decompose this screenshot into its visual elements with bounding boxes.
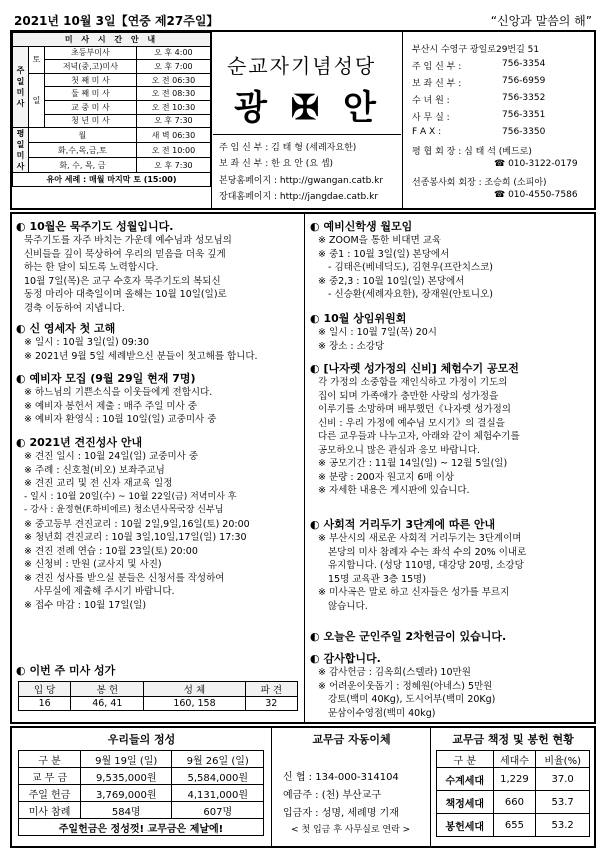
body-text: ※ 청년회 견진교리 : 10월 3일,10일,17일(일) 17:30 bbox=[24, 532, 247, 543]
mass-name: 청 년 미 사 bbox=[45, 114, 137, 128]
body-text: ※ 공모기간 : 11월 14일(일) ~ 12월 5일(일) bbox=[318, 458, 508, 469]
top-bar bbox=[10, 8, 596, 30]
body-text: ※ 중1 : 10월 3일(일) 본당에서 bbox=[318, 248, 450, 260]
table-cell: 책정세대 bbox=[437, 791, 494, 814]
table-cell: 주일 헌금 bbox=[19, 785, 81, 802]
body-text: ※ 미사곡은 말로 하고 신자들은 성가를 부르지 bbox=[318, 587, 510, 598]
table-header: 성 체 bbox=[144, 682, 245, 697]
body-text: 15명 교육관 3층 15명) bbox=[328, 573, 427, 585]
contact-label: F A X : bbox=[412, 127, 442, 137]
body-text: ※ 견진 성사를 받으실 분들은 신청서를 작성하여 bbox=[24, 572, 225, 584]
section-heading: ◐ 2021년 견진성사 안내 bbox=[16, 434, 302, 450]
body-text: ※ 견진 전례 연습 : 10월 23일(토) 20:00 bbox=[24, 545, 198, 557]
section-heading: ◐ 예비자 모집 (9월 29일 현재 7명) bbox=[16, 370, 302, 386]
mass-name: 월 bbox=[29, 128, 137, 143]
table-cell: 5,584,000원 bbox=[172, 768, 264, 785]
box-title: 교무금 책정 및 봉헌 현황 bbox=[452, 733, 574, 746]
mass-schedule bbox=[12, 32, 212, 208]
parish-name: 광 ✠ 안 bbox=[234, 88, 382, 128]
mass-name: 둘 째 미 사 bbox=[45, 87, 137, 101]
body-text: 묵주기도를 자주 바치는 가운데 예수님과 성모님의 bbox=[24, 235, 232, 246]
thanks-section bbox=[310, 650, 592, 720]
council-phone: ☎ 010-3122-0179 bbox=[494, 159, 578, 169]
header bbox=[10, 30, 596, 210]
table-cell: 수계세대 bbox=[437, 768, 494, 791]
rosary-month-section bbox=[16, 218, 302, 315]
table-cell: 655 bbox=[493, 814, 536, 837]
body-text: 않습니다. bbox=[328, 600, 368, 612]
church-name: 순교자기념성당 bbox=[227, 54, 377, 78]
hymns-section bbox=[16, 662, 302, 711]
table-cell: 607명 bbox=[172, 802, 264, 819]
body-text: 10월 7일(목)은 교구 수호자 묵주기도의 복되신 bbox=[24, 275, 221, 287]
body-text: ※ 중고등부 견진교리 : 10월 2일,9일,16일(토) 20:00 bbox=[24, 518, 250, 530]
body-text: ※ 분량 : 200자 원고지 6매 이상 bbox=[318, 471, 455, 483]
funeral-service: 선종봉사회 회장 : 조승희 (소피아) bbox=[412, 178, 547, 188]
mass-time: 오 후 7:30 bbox=[136, 158, 210, 173]
body-text: 사무실에 제출해 주시기 바랍니다. bbox=[34, 586, 175, 597]
body-text: ※ 자세한 내용은 게시판에 있습니다. bbox=[318, 485, 470, 496]
fax-number: 756-3350 bbox=[502, 127, 546, 137]
first-confession-section bbox=[16, 320, 302, 363]
table-cell: 교 무 금 bbox=[19, 768, 81, 785]
mass-time: 오 전 10:30 bbox=[136, 100, 210, 114]
body-text: 다른 교우들과 나누고자, 아래와 같이 체험수기를 bbox=[318, 431, 520, 442]
table-header: 구 분 bbox=[19, 751, 81, 768]
body-text: ※ 일시 : 10월 7일(목) 20시 bbox=[318, 327, 437, 338]
pledge-status-box bbox=[432, 728, 594, 846]
table-header: 파 견 bbox=[245, 682, 297, 697]
section-heading: ◐ 감사합니다. bbox=[310, 650, 592, 666]
body-text: 공모하오니 많은 관심과 응모 바랍니다. bbox=[318, 444, 480, 456]
table-header: 구 분 bbox=[437, 751, 494, 768]
issue-date: 2021년 10월 3일【연중 제27주일】 bbox=[14, 14, 219, 28]
confirmation-section bbox=[16, 434, 302, 612]
pastor: 주 임 신 부 : 김 태 형 (세례자요한) bbox=[219, 143, 357, 153]
table-cell: 37.0 bbox=[536, 768, 590, 791]
table-cell: 32 bbox=[245, 697, 297, 711]
mass-time: 오 전 08:30 bbox=[136, 87, 210, 101]
table-header: 9월 26일 (일) bbox=[172, 751, 264, 768]
body-text: ※ 2021년 9월 5일 세례받으신 분들이 첫고해를 합니다. bbox=[24, 350, 258, 362]
committee-section bbox=[310, 310, 592, 353]
essay-contest-section bbox=[310, 360, 592, 498]
pledge-table bbox=[436, 750, 590, 837]
contact-label: 보 좌 신 부 : bbox=[412, 79, 462, 89]
church-title bbox=[213, 32, 403, 208]
mass-title: 미 사 시 간 안 내 bbox=[13, 33, 211, 47]
bottom-panel bbox=[10, 726, 596, 848]
auto-transfer-box bbox=[273, 728, 431, 846]
table-cell: 160, 158 bbox=[144, 697, 245, 711]
section-heading: ◐ 이번 주 미사 성가 bbox=[16, 662, 302, 678]
contact-label: 사 무 실 : bbox=[412, 113, 450, 123]
section-heading: ◐ 사회적 거리두기 3단계에 따른 안내 bbox=[310, 516, 592, 532]
section-heading: ◐ 예비신학생 월모임 bbox=[310, 218, 592, 234]
mass-time: 오 후 7:00 bbox=[136, 60, 210, 74]
table-cell: 3,769,000원 bbox=[80, 785, 172, 802]
sunday-label: 주일미사 bbox=[13, 46, 29, 128]
body-text: 동정 마리아 대축일이며 올해는 10월 10일(일)로 bbox=[24, 289, 227, 300]
divider bbox=[213, 134, 401, 135]
mass-time: 오 전 10:00 bbox=[136, 143, 210, 158]
body-text: ※ 주례 : 신호철(비오) 보좌주교님 bbox=[24, 464, 165, 476]
body-text: 각 가정의 소중함을 재인식하고 가정이 기도의 bbox=[318, 377, 508, 388]
table-header: 봉 헌 bbox=[71, 682, 144, 697]
military-sunday-section bbox=[310, 628, 592, 644]
mass-name: 화,수,목,금,토 bbox=[29, 143, 137, 158]
phone-number: 756-3354 bbox=[502, 59, 546, 69]
left-column bbox=[12, 214, 305, 722]
seminarian-section bbox=[310, 218, 592, 302]
mass-time: 오 전 06:30 bbox=[136, 73, 210, 87]
body-text: ※ 접수 마감 : 10월 17일(일) bbox=[24, 599, 147, 611]
box-title: 우리들의 정성 bbox=[107, 733, 176, 746]
hymn-table bbox=[18, 681, 298, 711]
body-text: - 일시 : 10월 20일(수) ~ 10월 22일(금) 저녁미사 후 bbox=[24, 491, 237, 502]
section-heading: ◐ 오늘은 군인주일 2차헌금이 있습니다. bbox=[310, 628, 592, 644]
phone-number: 756-6959 bbox=[502, 76, 546, 86]
table-header: 세대수 bbox=[493, 751, 536, 768]
council-president: 평 협 회 장 : 심 태 석 (베드로) bbox=[412, 147, 532, 157]
body-text: 신비들을 깊이 묵상하여 우리의 믿음을 더욱 깊게 bbox=[24, 248, 226, 260]
body-text: 집이 되며 가족애가 충만한 사랑의 성가정을 bbox=[318, 390, 499, 402]
mass-time: 새 벽 06:30 bbox=[136, 128, 210, 143]
body-text: 본당의 미사 참례자 수는 좌석 수의 20% 이내로 bbox=[328, 546, 527, 558]
body-text: ※ 예비자 환영식 : 10월 10일(일) 교중미사 중 bbox=[24, 414, 217, 425]
address: 부산시 수영구 광일로29번길 51 bbox=[412, 45, 540, 55]
body-text: 유지합니다. (성당 110명, 대강당 20명, 소강당 bbox=[328, 560, 524, 571]
mass-name: 초등부미사 bbox=[45, 46, 137, 60]
table-cell: 9,535,000원 bbox=[80, 768, 172, 785]
assistant-priest: 보 좌 신 부 : 한 요 안 (요 셉) bbox=[219, 159, 334, 169]
body-text: ※ ZOOM을 통한 비대면 교육 bbox=[318, 235, 442, 246]
sat-label: 토 bbox=[29, 46, 45, 73]
body-text: ※ 감사헌금 : 김옥희(스텔라) 10만원 bbox=[318, 667, 471, 678]
body-text: ※ 중2,3 : 10월 10일(일) 본당에서 bbox=[318, 275, 465, 287]
account-holder: 예금주 : (천) 부산교구 bbox=[283, 790, 381, 801]
contact-note: < 첫 입금 후 사무실로 연락 > bbox=[291, 825, 411, 835]
table-header: 입 당 bbox=[19, 682, 71, 697]
body-text: ※ 신청비 : 만원 (교사지 및 사진) bbox=[24, 559, 162, 570]
offering-slogan: 주일헌금은 정성껏! 교무금은 제날에! bbox=[19, 819, 264, 836]
table-cell: 660 bbox=[493, 791, 536, 814]
table-header: 비율(%) bbox=[536, 751, 590, 768]
contact-info bbox=[404, 32, 594, 208]
contact-label: 수 녀 원 : bbox=[412, 96, 450, 106]
body-text: 문삼이수영점(백미 40kg) bbox=[328, 707, 436, 719]
box-title: 교무금 자동이체 bbox=[312, 733, 391, 746]
section-heading: ◐ 10월은 묵주기도 성월입니다. bbox=[16, 218, 302, 234]
contact-label: 주 임 신 부 : bbox=[412, 62, 462, 72]
body-text: 경축 이동하여 지냅니다. bbox=[24, 302, 125, 314]
homepage-link[interactable]: 본당홈페이지 : http://gwangan.catb.kr bbox=[219, 176, 384, 186]
infant-baptism: 유아 세례 : 매월 마지막 토 (15:00) bbox=[13, 173, 211, 187]
body-text: 이루기를 소망하며 배부했던《나자렛 성가정의 bbox=[318, 404, 511, 415]
table-cell: 46, 41 bbox=[71, 697, 144, 711]
table-cell: 봉헌세대 bbox=[437, 814, 494, 837]
table-cell: 4,131,000원 bbox=[172, 785, 264, 802]
mass-name: 저녁(중,고)미사 bbox=[45, 60, 137, 74]
body-text: - 신승환(세례자요한), 장재원(안토니오) bbox=[328, 289, 493, 300]
mass-name: 첫 째 미 사 bbox=[45, 73, 137, 87]
table-cell: 1,229 bbox=[493, 768, 536, 791]
table-cell: 미사 참례 bbox=[19, 802, 81, 819]
table-header: 9월 19일 (일) bbox=[80, 751, 172, 768]
body-text: 신비 : 우리 가정에 예수님 모시기》의 결실을 bbox=[318, 417, 505, 429]
section-heading: ◐ 10월 상임위원회 bbox=[310, 310, 592, 326]
depositor-note: 입금자 : 성명, 세례명 기재 bbox=[283, 808, 399, 819]
motto: “신앙과 말씀의 해” bbox=[490, 14, 592, 28]
phone-number: 756-3351 bbox=[502, 110, 546, 120]
mass-name: 화, 수, 목, 금 bbox=[29, 158, 137, 173]
offering-box bbox=[12, 728, 272, 846]
body-text: - 김태은(베네딕도), 김현우(프란치스코) bbox=[328, 262, 493, 273]
mass-time: 오 후 4:00 bbox=[136, 46, 210, 60]
catechumen-section bbox=[16, 370, 302, 427]
mass-time: 오 후 7:30 bbox=[136, 114, 210, 128]
body-text: ※ 하느님의 기쁜소식을 이웃들에게 전합시다. bbox=[24, 387, 213, 398]
offering-table bbox=[18, 750, 264, 836]
body-text: 하는 한 달이 되도록 노력합시다. bbox=[24, 262, 159, 273]
body-text: 강토(백미 40Kg), 도시어부(백미 20Kg) bbox=[328, 694, 496, 705]
section-heading: ◐ 신 영세자 첫 고해 bbox=[16, 320, 302, 336]
section-heading: ◐ [나자렛 성가정의 신비] 체험수기 공모전 bbox=[310, 360, 592, 376]
body-text: - 강사 : 윤정현(F.하비에르) 청소년사목국장 신부님 bbox=[24, 505, 224, 515]
body-text: ※ 장소 : 소강당 bbox=[318, 340, 385, 352]
body-text: ※ 견진 교리 및 전 신자 재교육 일정 bbox=[24, 478, 173, 489]
body-text: ※ 부산시의 새로운 사회적 거리두기는 3단계이며 bbox=[318, 533, 522, 544]
table-cell: 53.2 bbox=[536, 814, 590, 837]
table-cell: 16 bbox=[19, 697, 71, 711]
phone-number: 756-3352 bbox=[502, 93, 546, 103]
homepage-link[interactable]: 장대홈페이지 : http://jangdae.catb.kr bbox=[219, 192, 379, 202]
body-text: ※ 일시 : 10월 3일(일) 09:30 bbox=[24, 337, 150, 348]
funeral-phone: ☎ 010-4550-7586 bbox=[494, 190, 578, 200]
main-content bbox=[10, 212, 596, 724]
bank-account: 신 협 : 134-000-314104 bbox=[283, 772, 399, 783]
right-column bbox=[306, 214, 594, 722]
distancing-section bbox=[310, 516, 592, 613]
body-text: ※ 예비자 봉헌서 제출 : 매주 주일 미사 중 bbox=[24, 400, 197, 412]
table-cell: 584명 bbox=[80, 802, 172, 819]
weekday-label: 평일미사 bbox=[13, 128, 29, 173]
table-cell: 53.7 bbox=[536, 791, 590, 814]
body-text: ※ 어려운이웃돕기 : 정혜원(아네스) 5만원 bbox=[318, 680, 493, 692]
body-text: ※ 견진 일시 : 10월 24일(일) 교중미사 중 bbox=[24, 451, 199, 462]
mass-name: 교 중 미 사 bbox=[45, 100, 137, 114]
sun-label: 일 bbox=[29, 73, 45, 127]
